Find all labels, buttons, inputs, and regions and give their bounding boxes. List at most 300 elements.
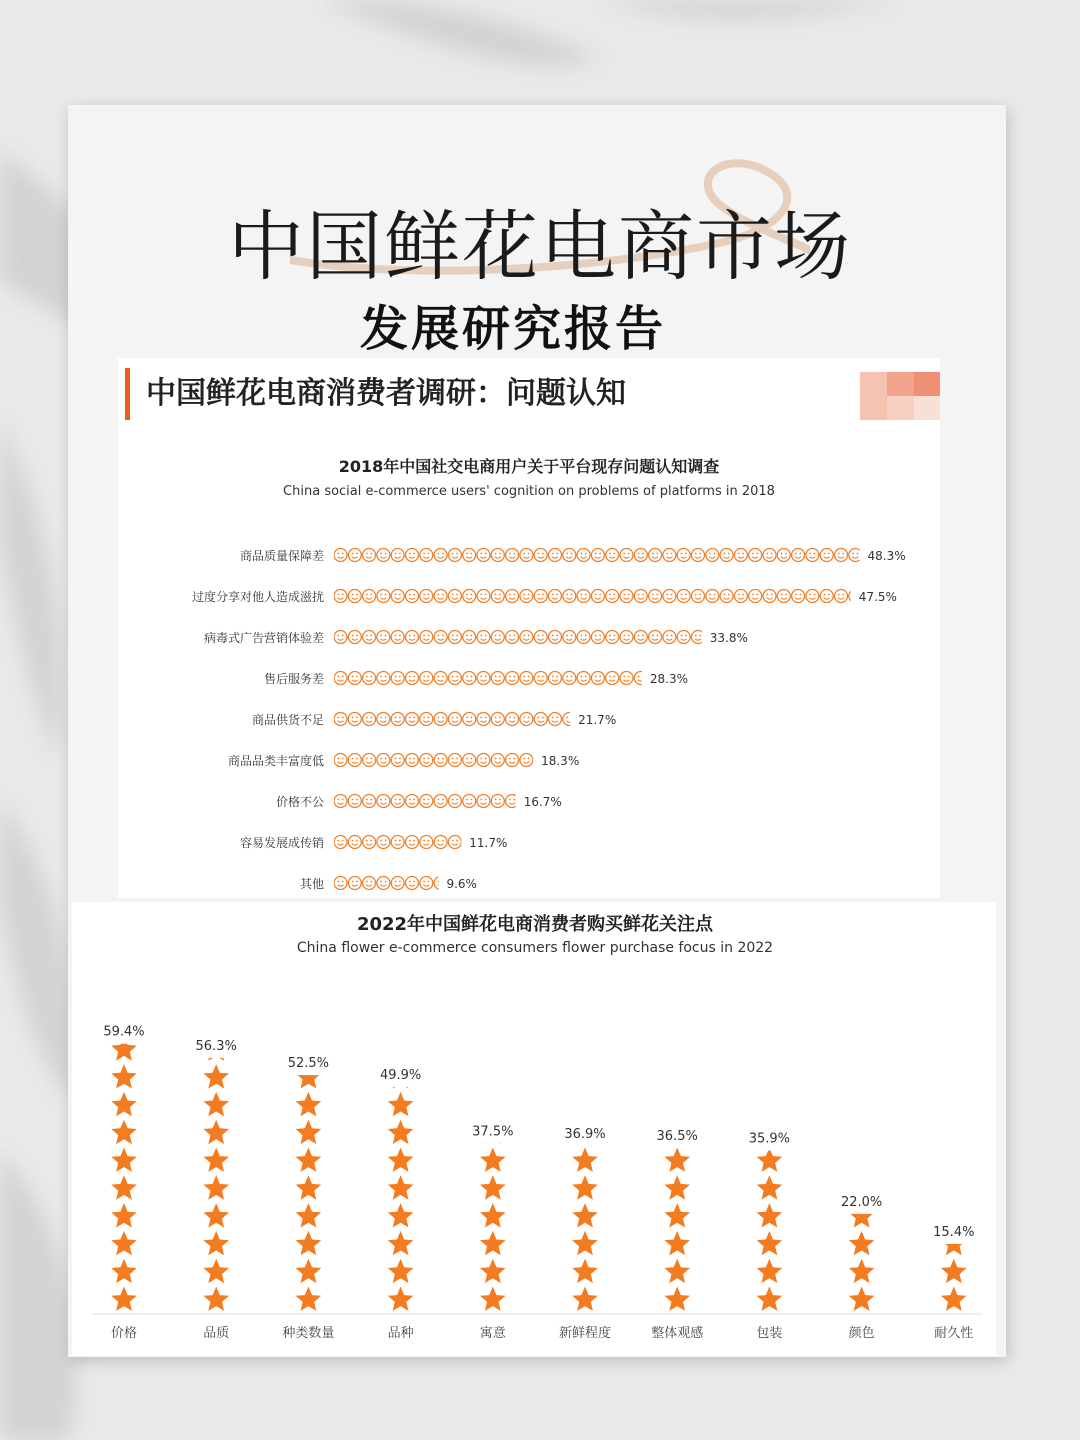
smiley-icon bbox=[377, 754, 390, 767]
star-icon bbox=[757, 1231, 783, 1255]
chart1-category-label: 容易发展成传销 bbox=[239, 836, 324, 850]
smiley-icon bbox=[806, 549, 819, 562]
chart2-category-label: 品质 bbox=[203, 1326, 230, 1341]
star-icon bbox=[480, 1231, 506, 1255]
smiley-icon bbox=[363, 836, 376, 849]
smiley-icon bbox=[434, 590, 447, 603]
smiley-icon bbox=[534, 713, 547, 726]
star-icon bbox=[572, 1287, 598, 1311]
smiley-icon bbox=[420, 549, 433, 562]
star-icon bbox=[203, 1009, 229, 1033]
smiley-icon bbox=[420, 631, 433, 644]
star-icon bbox=[296, 1259, 322, 1283]
smiley-icon bbox=[406, 836, 419, 849]
chart1-title: 2018年中国社交电商用户关于平台现存问题认知调查 bbox=[338, 457, 720, 476]
smiley-icon bbox=[549, 713, 562, 726]
smiley-icon bbox=[363, 590, 376, 603]
smiley-icon bbox=[692, 590, 705, 603]
star-icon bbox=[480, 1148, 506, 1172]
smiley-icon bbox=[534, 549, 547, 562]
smiley-icon bbox=[634, 631, 647, 644]
smiley-icon bbox=[720, 549, 733, 562]
smiley-icon bbox=[649, 590, 662, 603]
chart1-bar bbox=[334, 795, 533, 808]
star-icon bbox=[941, 1259, 967, 1283]
smiley-icon bbox=[377, 672, 390, 685]
smiley-icon bbox=[463, 549, 476, 562]
smiley-icon bbox=[491, 549, 504, 562]
chart1-bar bbox=[334, 631, 719, 644]
smiley-icon bbox=[334, 795, 347, 808]
chart2-bar bbox=[664, 1120, 690, 1311]
chart1-category-label: 售后服务差 bbox=[263, 672, 324, 686]
chart1-subtitle: China social e-commerce users' cognition on problems of platforms in 2018 bbox=[283, 484, 775, 499]
smiley-icon bbox=[363, 754, 376, 767]
star-icon bbox=[757, 1148, 783, 1172]
star-icon bbox=[757, 1259, 783, 1283]
chart2-category-label: 颜色 bbox=[848, 1326, 875, 1341]
star-icon bbox=[572, 1259, 598, 1283]
smiley-icon bbox=[391, 672, 404, 685]
smiley-icon bbox=[448, 672, 461, 685]
smiley-icon bbox=[792, 590, 805, 603]
smiley-icon bbox=[391, 754, 404, 767]
smiley-icon bbox=[377, 877, 390, 890]
smiley-icon bbox=[463, 754, 476, 767]
star-icon bbox=[296, 1287, 322, 1311]
chart2-bar bbox=[296, 1036, 322, 1311]
smiley-icon bbox=[334, 590, 347, 603]
smiley-icon bbox=[363, 795, 376, 808]
smiley-icon bbox=[434, 549, 447, 562]
smiley-icon bbox=[849, 549, 862, 562]
star-icon bbox=[388, 1203, 414, 1227]
chart1-value-label: 18.3% bbox=[541, 754, 580, 768]
star-icon bbox=[941, 1287, 967, 1311]
problem-cognition-chart bbox=[118, 358, 940, 898]
smiley-icon bbox=[591, 631, 604, 644]
star-icon bbox=[296, 1120, 322, 1144]
smiley-icon bbox=[463, 713, 476, 726]
smiley-icon bbox=[348, 795, 361, 808]
star-icon bbox=[388, 1148, 414, 1172]
smiley-icon bbox=[706, 590, 719, 603]
smiley-icon bbox=[477, 549, 490, 562]
chart1-value-label: 47.5% bbox=[858, 590, 897, 604]
smiley-icon bbox=[448, 713, 461, 726]
smiley-icon bbox=[377, 795, 390, 808]
star-icon bbox=[572, 1203, 598, 1227]
smiley-icon bbox=[820, 549, 833, 562]
smiley-icon bbox=[448, 795, 461, 808]
smiley-icon bbox=[649, 631, 662, 644]
star-icon bbox=[572, 1092, 598, 1116]
smiley-icon bbox=[391, 631, 404, 644]
smiley-icon bbox=[506, 590, 519, 603]
star-icon bbox=[203, 1175, 229, 1199]
smiley-icon bbox=[520, 631, 533, 644]
star-icon bbox=[480, 1287, 506, 1311]
smiley-icon bbox=[363, 631, 376, 644]
chart1-value-label: 16.7% bbox=[523, 795, 562, 809]
smiley-icon bbox=[448, 590, 461, 603]
smiley-icon bbox=[477, 713, 490, 726]
star-icon bbox=[111, 1120, 137, 1144]
smiley-icon bbox=[448, 549, 461, 562]
smiley-icon bbox=[406, 877, 419, 890]
smiley-icon bbox=[734, 590, 747, 603]
smiley-icon bbox=[348, 549, 361, 562]
smiley-icon bbox=[591, 672, 604, 685]
smiley-icon bbox=[391, 877, 404, 890]
star-icon bbox=[480, 1259, 506, 1283]
smiley-icon bbox=[334, 836, 347, 849]
star-icon bbox=[664, 1175, 690, 1199]
smiley-icon bbox=[477, 631, 490, 644]
star-icon bbox=[480, 1092, 506, 1116]
smiley-icon bbox=[506, 549, 519, 562]
smiley-icon bbox=[420, 836, 433, 849]
smiley-icon bbox=[334, 877, 347, 890]
survey-panel bbox=[118, 358, 940, 898]
smiley-icon bbox=[334, 754, 347, 767]
smiley-icon bbox=[434, 713, 447, 726]
smiley-icon bbox=[706, 549, 719, 562]
smiley-icon bbox=[620, 590, 633, 603]
chart1-category-label: 过度分享对他人造成滋扰 bbox=[191, 590, 324, 604]
smiley-icon bbox=[663, 631, 676, 644]
smiley-icon bbox=[520, 754, 533, 767]
smiley-icon bbox=[563, 672, 576, 685]
star-icon bbox=[388, 1259, 414, 1283]
chart1-value-label: 28.3% bbox=[649, 672, 689, 686]
smiley-icon bbox=[677, 631, 690, 644]
smiley-icon bbox=[334, 549, 347, 562]
smiley-icon bbox=[406, 672, 419, 685]
smiley-icon bbox=[520, 549, 533, 562]
star-icon bbox=[664, 1287, 690, 1311]
smiley-icon bbox=[520, 672, 533, 685]
smiley-icon bbox=[477, 754, 490, 767]
smiley-icon bbox=[534, 672, 547, 685]
smiley-icon bbox=[563, 590, 576, 603]
smiley-icon bbox=[463, 590, 476, 603]
star-icon bbox=[757, 1203, 783, 1227]
smiley-icon bbox=[549, 631, 562, 644]
smiley-icon bbox=[677, 590, 690, 603]
smiley-icon bbox=[620, 631, 633, 644]
star-icon bbox=[572, 1148, 598, 1172]
smiley-icon bbox=[406, 549, 419, 562]
smiley-icon bbox=[491, 795, 504, 808]
chart2-value-label: 15.4% bbox=[933, 1224, 975, 1240]
smiley-icon bbox=[534, 590, 547, 603]
star-icon bbox=[388, 1036, 414, 1060]
star-icon bbox=[388, 1092, 414, 1116]
smiley-icon bbox=[491, 672, 504, 685]
chart1-value-label: 33.8% bbox=[709, 631, 748, 645]
smiley-icon bbox=[563, 631, 576, 644]
star-icon bbox=[296, 1148, 322, 1172]
chart1-value-label: 21.7% bbox=[578, 713, 617, 727]
smiley-icon bbox=[420, 877, 433, 890]
smiley-icon bbox=[606, 549, 619, 562]
smiley-icon bbox=[406, 631, 419, 644]
smiley-icon bbox=[463, 631, 476, 644]
smiley-icon bbox=[763, 590, 776, 603]
smiley-icon bbox=[692, 549, 705, 562]
smiley-icon bbox=[406, 795, 419, 808]
chart1-bar bbox=[334, 590, 876, 603]
smiley-icon bbox=[506, 754, 519, 767]
purchase-focus-chart bbox=[72, 902, 996, 1356]
star-icon bbox=[388, 1231, 414, 1255]
chart1-category-label: 价格不公 bbox=[275, 795, 324, 809]
smiley-icon bbox=[420, 713, 433, 726]
smiley-icon bbox=[506, 631, 519, 644]
star-icon bbox=[480, 1203, 506, 1227]
star-icon bbox=[849, 1287, 875, 1311]
smiley-icon bbox=[677, 549, 690, 562]
smiley-icon bbox=[506, 795, 519, 808]
star-icon bbox=[849, 1259, 875, 1283]
smiley-icon bbox=[734, 549, 747, 562]
chart2-category-label: 寓意 bbox=[479, 1326, 506, 1341]
smiley-icon bbox=[477, 590, 490, 603]
smiley-icon bbox=[348, 754, 361, 767]
star-icon bbox=[664, 1259, 690, 1283]
star-icon bbox=[664, 1148, 690, 1172]
chart2-bar bbox=[572, 1092, 598, 1311]
smiley-icon bbox=[348, 877, 361, 890]
smiley-icon bbox=[591, 590, 604, 603]
chart1-category-label: 商品品类丰富度低 bbox=[227, 754, 324, 768]
smiley-icon bbox=[448, 836, 461, 849]
smiley-icon bbox=[820, 590, 833, 603]
smiley-icon bbox=[763, 549, 776, 562]
star-icon bbox=[111, 1259, 137, 1283]
smiley-icon bbox=[506, 672, 519, 685]
smiley-icon bbox=[491, 590, 504, 603]
smiley-icon bbox=[377, 713, 390, 726]
smiley-icon bbox=[434, 795, 447, 808]
smiley-icon bbox=[649, 549, 662, 562]
star-icon bbox=[296, 1092, 322, 1116]
smiley-icon bbox=[348, 836, 361, 849]
smiley-icon bbox=[406, 754, 419, 767]
chart1-bar bbox=[334, 672, 662, 685]
chart1-bar bbox=[334, 549, 876, 562]
smiley-icon bbox=[663, 549, 676, 562]
smiley-icon bbox=[377, 631, 390, 644]
smiley-icon bbox=[692, 631, 705, 644]
chart2-category-label: 价格 bbox=[110, 1326, 138, 1341]
smiley-icon bbox=[391, 713, 404, 726]
star-icon bbox=[203, 1120, 229, 1144]
smiley-icon bbox=[420, 590, 433, 603]
smiley-icon bbox=[520, 590, 533, 603]
smiley-icon bbox=[606, 672, 619, 685]
star-icon bbox=[388, 1120, 414, 1144]
star-icon bbox=[111, 1203, 137, 1227]
smiley-icon bbox=[363, 672, 376, 685]
smiley-icon bbox=[620, 549, 633, 562]
chart2-category-label: 种类数量 bbox=[282, 1326, 335, 1341]
smiley-icon bbox=[391, 795, 404, 808]
panel-heading: 中国鲜花电商消费者调研：问题认知 bbox=[146, 376, 626, 411]
page-title: 中国鲜花电商市场 bbox=[228, 202, 852, 291]
smiley-icon bbox=[334, 713, 347, 726]
smiley-icon bbox=[563, 549, 576, 562]
smiley-icon bbox=[348, 631, 361, 644]
star-icon bbox=[111, 1175, 137, 1199]
smiley-icon bbox=[477, 795, 490, 808]
smiley-icon bbox=[434, 631, 447, 644]
smiley-icon bbox=[549, 549, 562, 562]
smiley-icon bbox=[448, 631, 461, 644]
smiley-icon bbox=[491, 631, 504, 644]
smiley-icon bbox=[463, 795, 476, 808]
smiley-icon bbox=[549, 590, 562, 603]
smiley-icon bbox=[506, 713, 519, 726]
chart1-value-label: 48.3% bbox=[867, 549, 906, 563]
smiley-icon bbox=[334, 672, 347, 685]
chart2-value-label: 37.5% bbox=[472, 1124, 514, 1140]
chart2-value-label: 36.9% bbox=[564, 1127, 606, 1143]
chart1-category-label: 商品供货不足 bbox=[251, 713, 324, 727]
smiley-icon bbox=[477, 672, 490, 685]
smiley-icon bbox=[434, 836, 447, 849]
star-icon bbox=[849, 1231, 875, 1255]
star-icon bbox=[203, 1064, 229, 1088]
smiley-icon bbox=[420, 754, 433, 767]
chart2-value-label: 22.0% bbox=[840, 1194, 883, 1210]
star-icon bbox=[111, 1287, 137, 1311]
star-icon bbox=[480, 1175, 506, 1199]
chart2-category-label: 新鲜程度 bbox=[558, 1326, 612, 1341]
star-icon bbox=[296, 1203, 322, 1227]
star-icon bbox=[203, 1203, 229, 1227]
smiley-icon bbox=[577, 631, 590, 644]
star-icon bbox=[203, 1231, 229, 1255]
chart1-bar bbox=[334, 836, 476, 849]
chart2-title: 2022年中国鲜花电商消费者购买鲜花关注点 bbox=[356, 914, 714, 935]
smiley-icon bbox=[606, 631, 619, 644]
star-icon bbox=[388, 1175, 414, 1199]
chart2-value-label: 56.3% bbox=[195, 1038, 237, 1054]
star-icon bbox=[572, 1175, 598, 1199]
smiley-icon bbox=[749, 549, 762, 562]
smiley-icon bbox=[391, 590, 404, 603]
smiley-icon bbox=[520, 713, 533, 726]
star-icon bbox=[757, 1175, 783, 1199]
star-icon bbox=[203, 1092, 229, 1116]
smiley-icon bbox=[835, 590, 848, 603]
smiley-icon bbox=[434, 672, 447, 685]
smiley-icon bbox=[377, 590, 390, 603]
smiley-icon bbox=[835, 549, 848, 562]
smiley-icon bbox=[448, 754, 461, 767]
smiley-icon bbox=[363, 713, 376, 726]
smiley-icon bbox=[363, 877, 376, 890]
chart2-bar bbox=[941, 1203, 967, 1311]
star-icon bbox=[664, 1231, 690, 1255]
smiley-icon bbox=[777, 549, 790, 562]
smiley-icon bbox=[606, 590, 619, 603]
star-icon bbox=[203, 1148, 229, 1172]
smiley-icon bbox=[420, 795, 433, 808]
smiley-icon bbox=[534, 631, 547, 644]
smiley-icon bbox=[720, 590, 733, 603]
smiley-icon bbox=[549, 672, 562, 685]
smiley-icon bbox=[577, 672, 590, 685]
star-icon bbox=[388, 1287, 414, 1311]
smiley-icon bbox=[406, 590, 419, 603]
smiley-icon bbox=[377, 836, 390, 849]
purchase-focus-panel bbox=[72, 902, 996, 1356]
smiley-icon bbox=[777, 590, 790, 603]
smiley-icon bbox=[391, 836, 404, 849]
chart2-value-label: 36.5% bbox=[656, 1128, 698, 1144]
smiley-icon bbox=[491, 713, 504, 726]
star-icon bbox=[111, 1064, 137, 1088]
smiley-icon bbox=[334, 631, 347, 644]
chart2-value-label: 59.4% bbox=[103, 1024, 145, 1040]
smiley-icon bbox=[663, 590, 676, 603]
chart2-category-label: 耐久性 bbox=[934, 1326, 974, 1341]
chart2-bar bbox=[203, 1009, 229, 1311]
star-icon bbox=[296, 1175, 322, 1199]
smiley-icon bbox=[577, 590, 590, 603]
star-icon bbox=[111, 1231, 137, 1255]
star-icon bbox=[296, 1231, 322, 1255]
smiley-icon bbox=[577, 549, 590, 562]
smiley-icon bbox=[749, 590, 762, 603]
smiley-icon bbox=[563, 713, 576, 726]
smiley-icon bbox=[391, 549, 404, 562]
chart1-bar bbox=[334, 754, 547, 767]
star-icon bbox=[203, 1259, 229, 1283]
star-icon bbox=[572, 1231, 598, 1255]
smiley-icon bbox=[463, 672, 476, 685]
chart2-value-label: 49.9% bbox=[379, 1067, 422, 1083]
smiley-icon bbox=[634, 590, 647, 603]
smiley-icon bbox=[792, 549, 805, 562]
chart2-bar bbox=[757, 1120, 783, 1311]
smiley-icon bbox=[434, 754, 447, 767]
chart1-category-label: 病毒式广告营销体验差 bbox=[203, 631, 324, 645]
smiley-icon bbox=[348, 672, 361, 685]
chart1-bar bbox=[334, 877, 461, 890]
star-icon bbox=[664, 1203, 690, 1227]
smiley-icon bbox=[591, 549, 604, 562]
smiley-icon bbox=[406, 713, 419, 726]
chart2-value-label: 52.5% bbox=[287, 1056, 330, 1072]
star-icon bbox=[111, 1092, 137, 1116]
chart1-bar bbox=[334, 713, 590, 726]
star-icon bbox=[757, 1287, 783, 1311]
smiley-icon bbox=[420, 672, 433, 685]
chart2-subtitle: China flower e-commerce consumers flower purchase focus in 2022 bbox=[296, 940, 774, 956]
smiley-icon bbox=[634, 549, 647, 562]
smiley-icon bbox=[348, 590, 361, 603]
smiley-icon bbox=[634, 672, 647, 685]
chart1-value-label: 11.7% bbox=[469, 836, 508, 850]
smiley-icon bbox=[377, 549, 390, 562]
smiley-icon bbox=[806, 590, 819, 603]
chart2-category-label: 包装 bbox=[756, 1326, 783, 1341]
star-icon bbox=[203, 1287, 229, 1311]
